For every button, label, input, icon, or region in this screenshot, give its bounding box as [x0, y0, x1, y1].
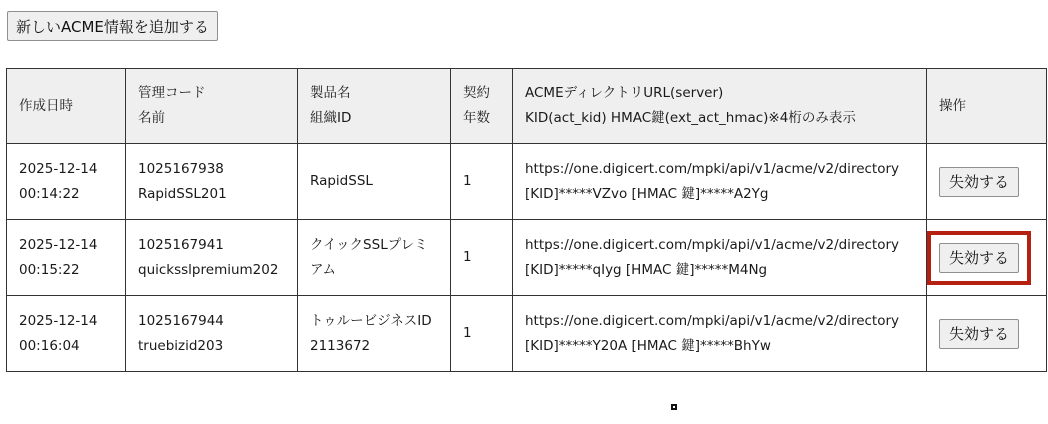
product-name: クイックSSLプレミアム: [310, 236, 428, 278]
action-cell: [927, 144, 1047, 220]
created-time: 00:15:22: [19, 261, 80, 278]
revoke-button[interactable]: 失効する: [939, 243, 1019, 273]
header-code-label: 管理コード: [138, 85, 206, 101]
table-row: [7, 144, 1047, 220]
header-org-id-label: 組織ID: [310, 110, 352, 126]
header-actions-label: 操作: [939, 97, 966, 114]
created-cell: [7, 220, 126, 296]
header-product-label: 製品名: [310, 85, 351, 101]
years-cell: [451, 296, 513, 372]
created-date: 2025-12-14: [19, 236, 98, 253]
header-contract-label-2: 年数: [463, 110, 490, 126]
revoke-button[interactable]: 失効する: [939, 319, 1019, 349]
management-code: 1025167941: [138, 236, 224, 253]
action-cell: [927, 220, 1047, 296]
code-name-cell: [126, 220, 298, 296]
table-row: [7, 220, 1047, 296]
management-code: 1025167938: [138, 160, 224, 177]
revoke-button[interactable]: 失効する: [939, 167, 1019, 197]
years-cell: [451, 144, 513, 220]
header-created: [7, 69, 126, 144]
acme-cell: [513, 220, 927, 296]
highlight-box: [927, 231, 1031, 285]
table-header: [7, 69, 1047, 144]
created-cell: [7, 296, 126, 372]
product-cell: [298, 296, 451, 372]
created-time: 00:14:22: [19, 185, 80, 202]
created-date: 2025-12-14: [19, 160, 98, 177]
header-contract-years: [451, 69, 513, 144]
created-date: 2025-12-14: [19, 312, 98, 329]
entry-name: RapidSSL201: [138, 185, 227, 202]
header-actions: [927, 69, 1047, 144]
management-code: 1025167944: [138, 312, 224, 329]
add-acme-info-button[interactable]: 新しいACME情報を追加する: [7, 11, 218, 41]
acme-directory-url: https://one.digicert.com/mpki/api/v1/acme/v2/directory: [525, 312, 900, 329]
kid-hmac-keys: [KID]*****VZvo [HMAC 鍵]*****A2Yg: [525, 185, 769, 202]
header-kid-hmac-label: KID(act_kid) HMAC鍵(ext_act_hmac)※4桁のみ表示: [525, 110, 856, 126]
years-cell: [451, 220, 513, 296]
kid-hmac-keys: [KID]*****qIyg [HMAC 鍵]*****M4Ng: [525, 261, 768, 278]
product-name: RapidSSL: [310, 173, 373, 189]
product-cell: [298, 144, 451, 220]
header-created-label: 作成日時: [19, 97, 73, 114]
entry-name: quicksslpremium202: [138, 261, 279, 278]
acme-cell: [513, 296, 927, 372]
header-product-org: [298, 69, 451, 144]
header-code-name: [126, 69, 298, 144]
acme-cell: [513, 144, 927, 220]
header-name-label: 名前: [138, 110, 165, 126]
table-body: [7, 144, 1047, 372]
product-cell: [298, 220, 451, 296]
header-acme-url: [513, 69, 927, 144]
contract-years: 1: [463, 249, 472, 265]
created-time: 00:16:04: [19, 337, 80, 354]
kid-hmac-keys: [KID]*****Y20A [HMAC 鍵]*****BhYw: [525, 337, 771, 354]
action-cell: [927, 296, 1047, 372]
org-id: 2113672: [310, 337, 371, 354]
contract-years: 1: [463, 173, 472, 189]
contract-years: 1: [463, 325, 472, 341]
acme-table: [6, 68, 1047, 372]
header-contract-label-1: 契約: [463, 85, 490, 101]
created-cell: [7, 144, 126, 220]
header-row: [7, 69, 1047, 144]
entry-name: truebizid203: [138, 337, 224, 354]
product-name: トゥルービジネスID: [310, 312, 432, 329]
code-name-cell: [126, 144, 298, 220]
table-row: [7, 296, 1047, 372]
acme-directory-url: https://one.digicert.com/mpki/api/v1/acme/v2/directory: [525, 236, 900, 253]
cursor-marker: [671, 404, 677, 410]
acme-directory-url: https://one.digicert.com/mpki/api/v1/acme/v2/directory: [525, 160, 900, 177]
header-acme-url-label: ACMEディレクトリURL(server): [525, 85, 724, 101]
code-name-cell: [126, 296, 298, 372]
